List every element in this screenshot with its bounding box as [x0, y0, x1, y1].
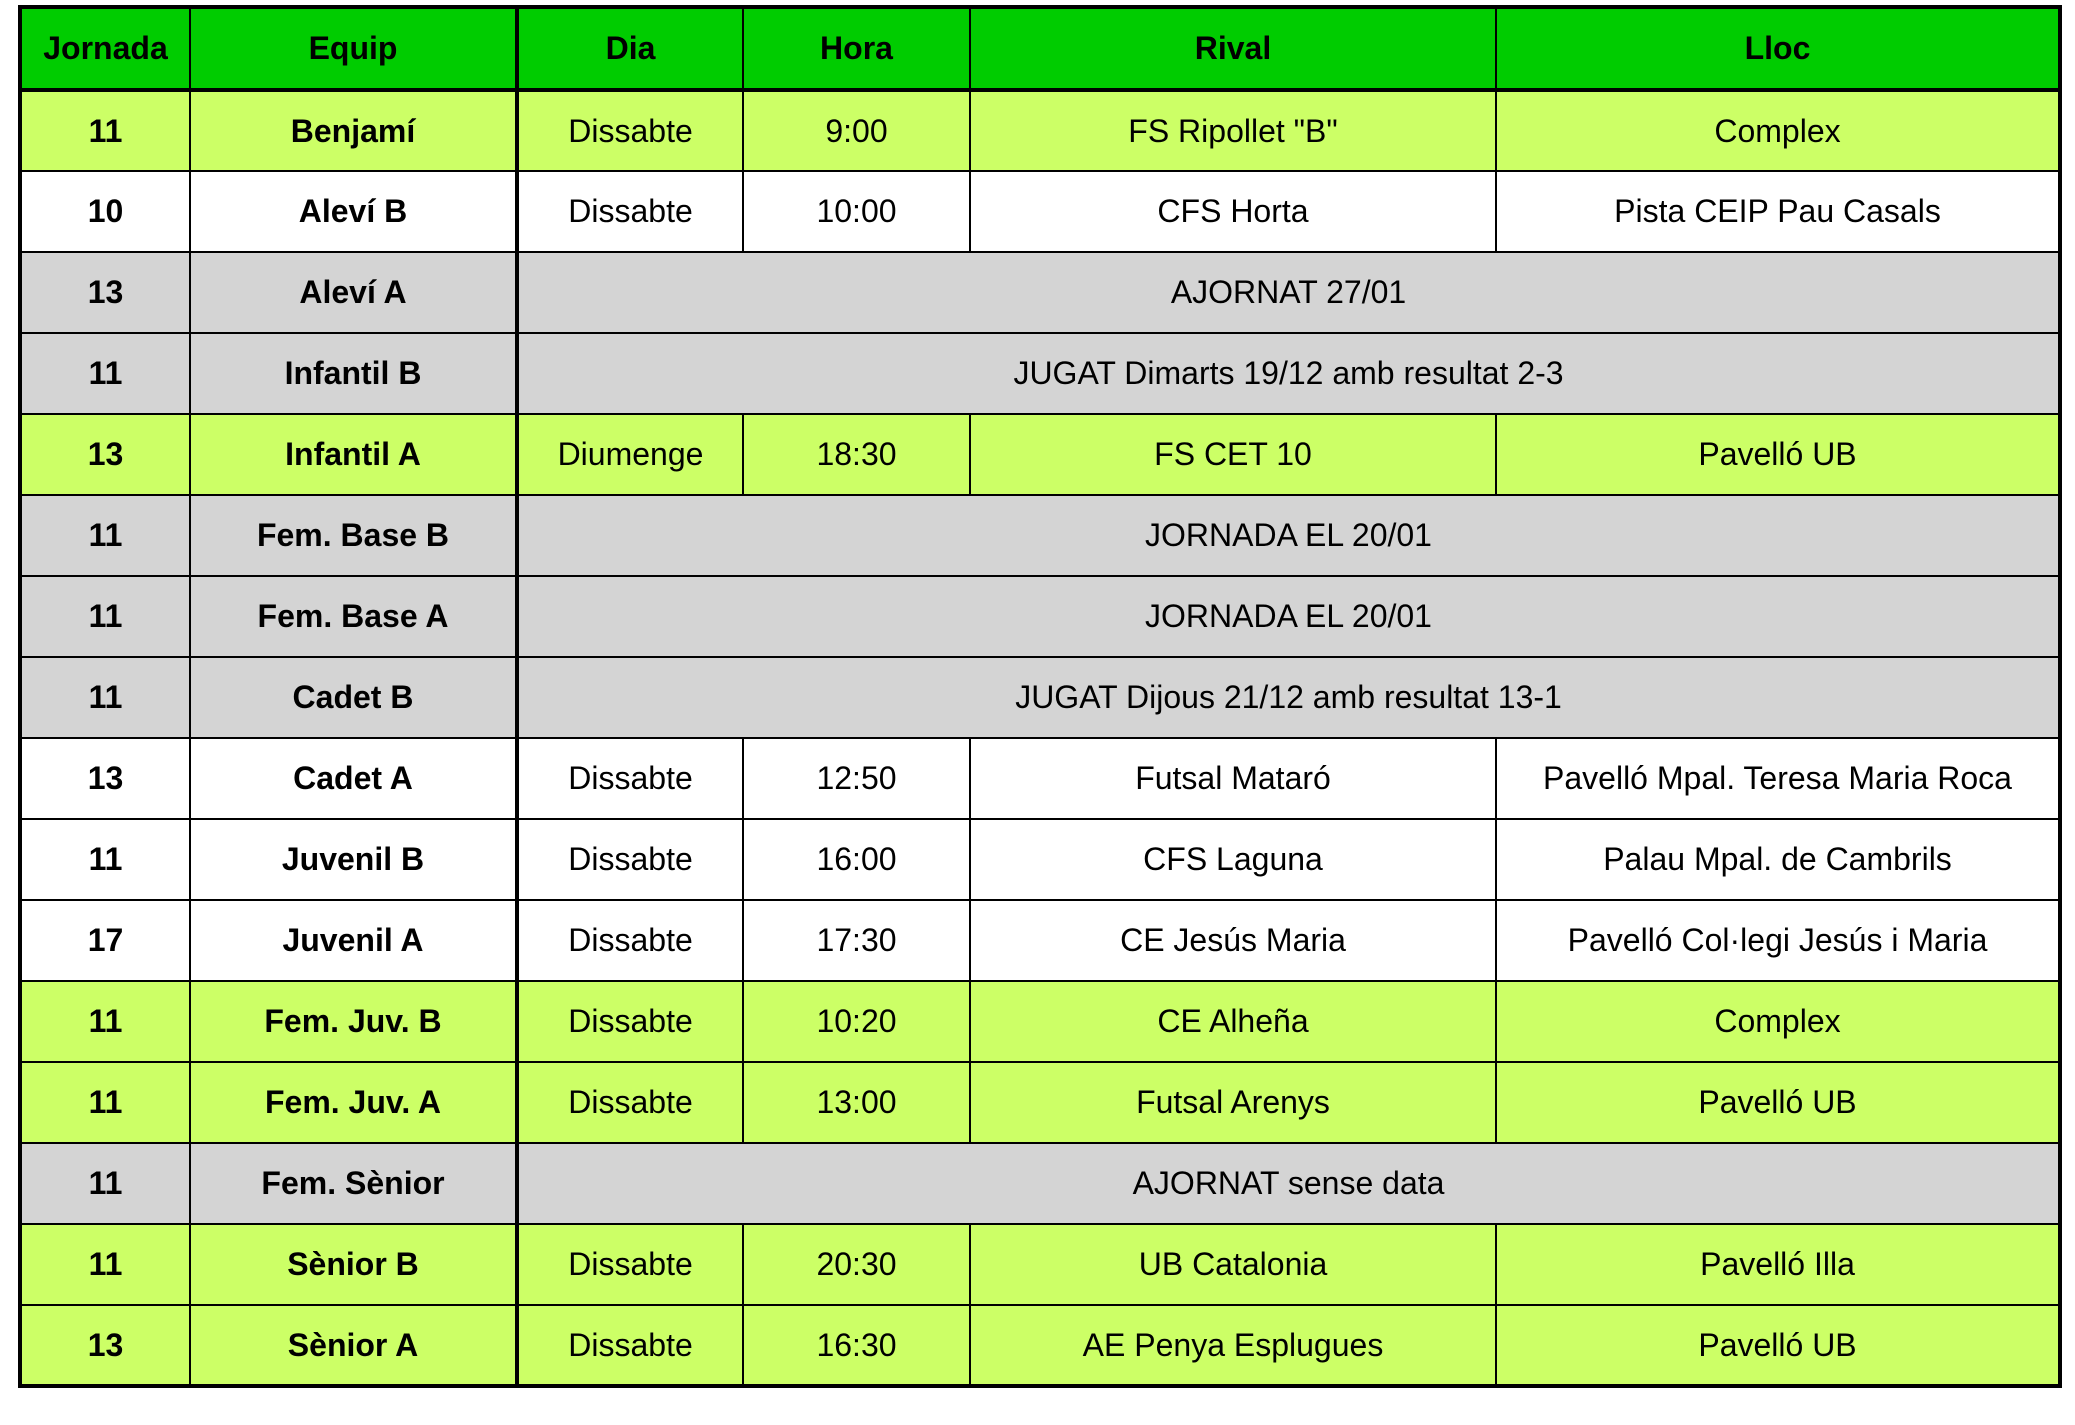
rival-cell: CE Jesús Maria [970, 900, 1496, 981]
note-cell: AJORNAT sense data [517, 1143, 2060, 1224]
jornada-cell: 17 [20, 900, 190, 981]
venue-cell: Pavelló Mpal. Teresa Maria Roca [1496, 738, 2060, 819]
table-row [20, 1062, 2060, 1143]
note-cell: AJORNAT 27/01 [517, 252, 2060, 333]
jornada-cell: 10 [20, 171, 190, 252]
day-cell: Dissabte [517, 1224, 743, 1305]
team-cell: Juvenil A [190, 900, 517, 981]
table-row [20, 981, 2060, 1062]
time-cell: 10:00 [743, 171, 970, 252]
day-cell: Dissabte [517, 900, 743, 981]
rival-cell: FS CET 10 [970, 414, 1496, 495]
rival-cell: CFS Horta [970, 171, 1496, 252]
jornada-cell: 11 [20, 1143, 190, 1224]
day-cell: Dissabte [517, 171, 743, 252]
note-cell: JORNADA EL 20/01 [517, 495, 2060, 576]
time-cell: 13:00 [743, 1062, 970, 1143]
venue-cell: Pavelló Col·legi Jesús i Maria [1496, 900, 2060, 981]
venue-cell: Pavelló Illa [1496, 1224, 2060, 1305]
table-row [20, 1224, 2060, 1305]
header-row [20, 7, 2060, 90]
venue-cell: Complex [1496, 90, 2060, 171]
venue-cell: Palau Mpal. de Cambrils [1496, 819, 2060, 900]
jornada-cell: 13 [20, 738, 190, 819]
note-cell: JUGAT Dijous 21/12 amb resultat 13-1 [517, 657, 2060, 738]
time-cell: 10:20 [743, 981, 970, 1062]
jornada-cell: 11 [20, 657, 190, 738]
team-cell: Benjamí [190, 90, 517, 171]
team-cell: Fem. Juv. A [190, 1062, 517, 1143]
table-row [20, 414, 2060, 495]
rival-cell: Futsal Arenys [970, 1062, 1496, 1143]
venue-cell: Pista CEIP Pau Casals [1496, 171, 2060, 252]
jornada-cell: 13 [20, 1305, 190, 1386]
jornada-cell: 11 [20, 1224, 190, 1305]
team-cell: Sènior A [190, 1305, 517, 1386]
jornada-cell: 11 [20, 1062, 190, 1143]
team-cell: Aleví A [190, 252, 517, 333]
table-row [20, 171, 2060, 252]
table-row [20, 738, 2060, 819]
jornada-cell: 11 [20, 576, 190, 657]
team-cell: Fem. Juv. B [190, 981, 517, 1062]
team-cell: Infantil A [190, 414, 517, 495]
jornada-cell: 11 [20, 981, 190, 1062]
day-cell: Dissabte [517, 1062, 743, 1143]
table-row [20, 819, 2060, 900]
table-row [20, 657, 2060, 738]
day-cell: Diumenge [517, 414, 743, 495]
rival-cell: FS Ripollet "B" [970, 90, 1496, 171]
schedule-body [20, 90, 2060, 1386]
day-cell: Dissabte [517, 981, 743, 1062]
time-cell: 18:30 [743, 414, 970, 495]
note-cell: JUGAT Dimarts 19/12 amb resultat 2-3 [517, 333, 2060, 414]
team-cell: Juvenil B [190, 819, 517, 900]
header-lloc: Lloc [1496, 7, 2060, 90]
jornada-cell: 11 [20, 90, 190, 171]
table-row [20, 90, 2060, 171]
header-rival: Rival [970, 7, 1496, 90]
team-cell: Fem. Sènior [190, 1143, 517, 1224]
table-row [20, 1305, 2060, 1386]
table-row [20, 576, 2060, 657]
team-cell: Cadet A [190, 738, 517, 819]
team-cell: Fem. Base B [190, 495, 517, 576]
venue-cell: Complex [1496, 981, 2060, 1062]
team-cell: Fem. Base A [190, 576, 517, 657]
rival-cell: AE Penya Esplugues [970, 1305, 1496, 1386]
jornada-cell: 11 [20, 819, 190, 900]
table-row [20, 495, 2060, 576]
rival-cell: UB Catalonia [970, 1224, 1496, 1305]
header-dia: Dia [517, 7, 743, 90]
team-cell: Aleví B [190, 171, 517, 252]
venue-cell: Pavelló UB [1496, 1305, 2060, 1386]
time-cell: 9:00 [743, 90, 970, 171]
rival-cell: CFS Laguna [970, 819, 1496, 900]
day-cell: Dissabte [517, 819, 743, 900]
jornada-cell: 11 [20, 333, 190, 414]
day-cell: Dissabte [517, 90, 743, 171]
table-row [20, 900, 2060, 981]
time-cell: 12:50 [743, 738, 970, 819]
table-row [20, 333, 2060, 414]
venue-cell: Pavelló UB [1496, 1062, 2060, 1143]
rival-cell: CE Alheña [970, 981, 1496, 1062]
venue-cell: Pavelló UB [1496, 414, 2060, 495]
team-cell: Sènior B [190, 1224, 517, 1305]
header-jornada: Jornada [20, 7, 190, 90]
jornada-cell: 11 [20, 495, 190, 576]
table-row [20, 252, 2060, 333]
rival-cell: Futsal Mataró [970, 738, 1496, 819]
jornada-cell: 13 [20, 252, 190, 333]
team-cell: Cadet B [190, 657, 517, 738]
header-equip: Equip [190, 7, 517, 90]
time-cell: 16:30 [743, 1305, 970, 1386]
table-row [20, 1143, 2060, 1224]
schedule-table [18, 5, 2062, 1388]
time-cell: 16:00 [743, 819, 970, 900]
time-cell: 17:30 [743, 900, 970, 981]
header-hora: Hora [743, 7, 970, 90]
note-cell: JORNADA EL 20/01 [517, 576, 2060, 657]
time-cell: 20:30 [743, 1224, 970, 1305]
jornada-cell: 13 [20, 414, 190, 495]
day-cell: Dissabte [517, 738, 743, 819]
day-cell: Dissabte [517, 1305, 743, 1386]
team-cell: Infantil B [190, 333, 517, 414]
